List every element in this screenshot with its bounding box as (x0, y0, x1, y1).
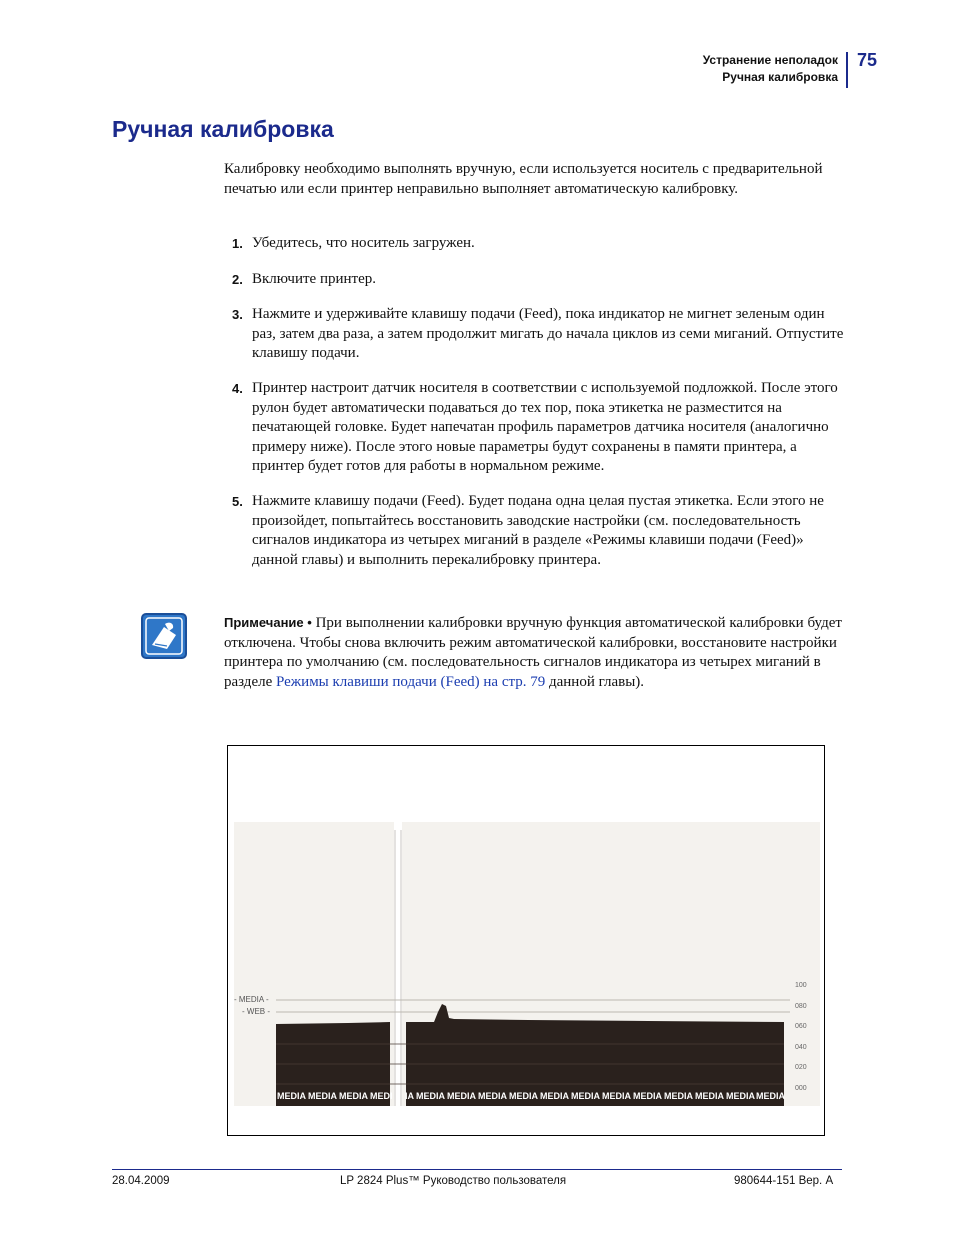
feed-modes-link[interactable]: Режимы клавиши подачи (Feed) на стр. 79 (276, 673, 546, 690)
sensor-profile-image (228, 746, 824, 1135)
strip-word: MEDIA (664, 1091, 693, 1101)
note-block (224, 613, 844, 692)
running-header (703, 52, 838, 86)
scale-label: 100 (795, 982, 807, 989)
step-5 (232, 492, 844, 570)
sensor-profile-figure (227, 745, 825, 1136)
strip-word: MEDIA (756, 1091, 785, 1101)
step-number: 2. (232, 272, 243, 287)
page-number: 75 (857, 50, 878, 70)
header-section: Устранение неполадок (702, 53, 838, 67)
step-text: Нажмите и удерживайте клавишу подачи (Feed), пока индикатор не мигнет зеленым один раз, затем два раза, а затем продолжит мигать до начала циклов из семи миганий. Отпустите клавишу подачи. (252, 306, 844, 361)
step-number: 1. (232, 236, 243, 251)
media-label: - MEDIA - (234, 995, 269, 1004)
strip-word: MEDIA (602, 1091, 631, 1101)
scale-label: 040 (795, 1044, 807, 1051)
page-title: Ручная калибровка (112, 116, 334, 142)
strip-word: MEDIA (540, 1091, 569, 1101)
strip-word: MEDIA (726, 1091, 755, 1101)
footer-divider (112, 1169, 842, 1170)
strip-word: MEDIA (633, 1091, 662, 1101)
step-1 (232, 234, 844, 254)
note-text-end: данной главы). (545, 673, 645, 690)
media-strip (277, 1091, 786, 1101)
footer-date: 28.04.2009 (112, 1175, 170, 1187)
footer-revision: 980644-151 Вер. A (734, 1175, 834, 1187)
strip-word: MEDIA (447, 1091, 476, 1101)
scale-label: 000 (795, 1085, 807, 1092)
web-label: - WEB - (242, 1007, 270, 1016)
scale-label: 080 (795, 1003, 807, 1010)
strip-word: MEDIA (277, 1091, 306, 1101)
step-3 (232, 305, 844, 364)
scale-label: 060 (795, 1023, 807, 1030)
header-subsection: Ручная калибровка (722, 70, 838, 84)
intro-paragraph: Калибровку необходимо выполнять вручную, если используется носитель с предварительной печатью или если принтер неправильно выполняет автоматическую калибровку. (224, 161, 823, 197)
step-text: Нажмите клавишу подачи (Feed). Будет подана одна целая пустая этикетка. Если этого не произойдет, попытайтесь восстановить заводские настройки (см. последовательность сигналов индикатора из четырех миганий в разделе «Режимы клавиши подачи (Feed)» данной главы) и выполнить перекалибровку принтера. (252, 493, 824, 568)
step-4 (232, 379, 844, 477)
step-text: Убедитесь, что носитель загружен. (252, 235, 475, 251)
strip-word: MEDI (370, 1091, 393, 1101)
strip-word: MEDIA (339, 1091, 368, 1101)
strip-word: MEDIA (509, 1091, 538, 1101)
strip-word: MEDIA (571, 1091, 600, 1101)
note-hand-icon (141, 613, 187, 659)
strip-word: MEDIA (416, 1091, 445, 1101)
step-number: 5. (232, 494, 243, 509)
step-number: 4. (232, 381, 243, 396)
note-text: При выполнении калибровки вручную функция автоматической калибровки будет отключена. Чтобы снова включить режим автоматической калибровки, восстановите настройки принтера по умолчанию (см. последовательность сигналов индикатора из четырех миганий в разделе (224, 615, 842, 690)
scale-label: 020 (795, 1064, 807, 1071)
step-2 (232, 270, 844, 290)
strip-word: MEDIA (695, 1091, 724, 1101)
strip-word: MEDIA (308, 1091, 337, 1101)
step-text: Принтер настроит датчик носителя в соответствии с используемой подложкой. После этого рулон будет автоматически подаваться до тех пор, пока этикетка не разместится на печатающей головке. Будет напечатан профиль параметров датчика носителя (аналогично примеру ниже). После этого новые параметры будут сохранены в памяти принтера, а принтер будет готов для работы в нормальном режиме. (252, 380, 838, 474)
strip-word: IA (405, 1091, 414, 1101)
step-text: Включите принтер. (252, 271, 376, 287)
header-divider (846, 52, 848, 88)
step-number: 3. (232, 307, 243, 322)
footer-doc-title: LP 2824 Plus™ Руководство пользователя (340, 1175, 567, 1187)
note-label: Примечание • (224, 615, 312, 630)
strip-word: MEDIA (478, 1091, 507, 1101)
